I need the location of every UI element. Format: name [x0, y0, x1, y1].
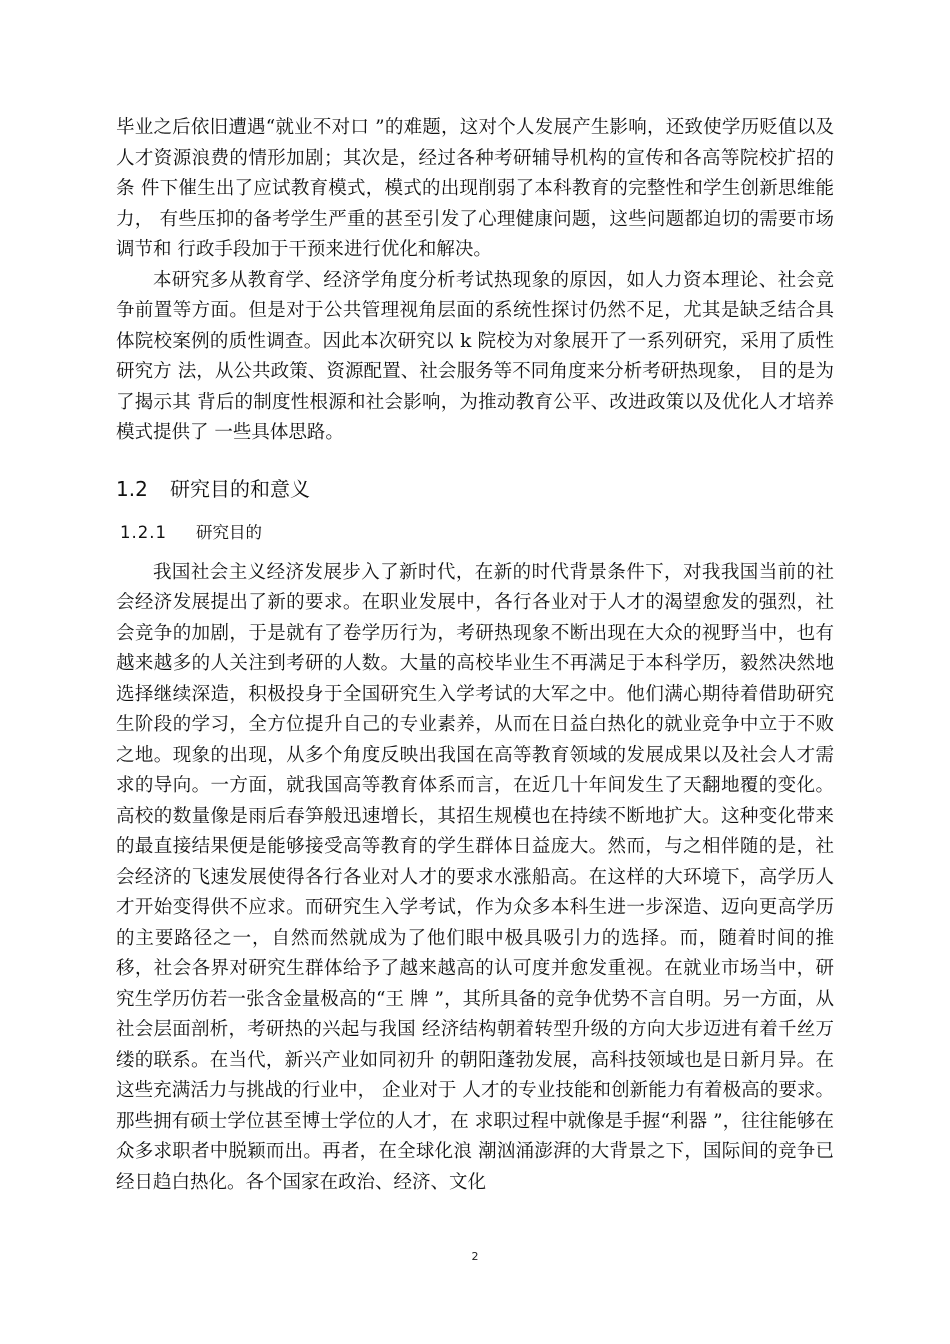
page-content: [116, 113, 834, 1198]
subsection-heading: [116, 522, 834, 544]
paragraph-intro-continued: 毕业之后依旧遭遇“就业不对口 ”的难题，这对个人发展产生影响，还致使学历贬值以及 人才资源浪费的情形加剧；其次是，经过各种考研辅导机构的宣传和各高等院校扩招的条 件下催生出了应试教育模式，模式的出现削弱了本科教育的完整性和学生创新思维能力， 有些压抑的备考学生严重的甚至引发了心理健康问题，这些问题都迫切的需要市场调节和 行政手段加于干预来进行优化和解决。: [116, 117, 834, 260]
subsection-number: 1.2.1: [120, 522, 167, 542]
page-number: 2: [471, 1250, 479, 1263]
paragraph-research-overview: 本研究多从教育学、经济学角度分析考试热现象的原因，如人力资本理论、社会竞争前置等方面。但是对于公共管理视角层面的系统性探讨仍然不足，尤其是缺乏结合具体院校案例的质性调查。因此本次研究以 k 院校为对象展开了一系列研究，采用了质性研究方 法，从公共政策、资源配置、社会服务等不同角度来分析考研热现象， 目的是为了揭示其 背后的制度性根源和社会影响，为推动教育公平、改进政策以及优化人才培养模式提供了 一些具体思路。: [116, 269, 834, 443]
paragraph-research-purpose: 我国社会主义经济发展步入了新时代，在新的时代背景条件下，对我我国当前的社会经济发展提出了新的要求。在职业发展中，各行各业对于人才的渴望愈发的强烈，社会竞争的加剧，于是就有了卷学历行为，考研热现象不断出现在大众的视野当中，也有越来越多的人关注到考研的人数。大量的高校毕业生不再满足于本科学历，毅然决然地选择继续深造，积极投身于全国研究生入学考试的大军之中。他们满心期待着借助研究生阶段的学习，全方位提升自己的专业素养，从而在日益白热化的就业竞争中立于不败之地。现象的出现，从多个角度反映出我国在高等教育领域的发展成果以及社会人才需求的导向。一方面，就我国高等教育体系而言，在近几十年间发生了天翻地覆的变化。高校的数量像是雨后春笋般迅速增长，其招生规模也在持续不断地扩大。这种变化带来的最直接结果便是能够接受高等教育的学生群体日益庞大。然而，与之相伴随的是，社会经济的飞速发展使得各行各业对人才的要求水涨船高。在这样的大环境下，高学历人才开始变得供不应求。而研究生入学考试，作为众多本科生进一步深造、迈向更高学历的主要路径之一，自然而然就成为了他们眼中极具吸引力的选择。而，随着时间的推移，社会各界对研究生群体给予了越来越高的认可度并愈发重视。在就业市场当中，研究生学历仿若一张含金量极高的“王 牌 ”，其所具备的竞争优势不言自明。另一方面，从社会层面剖析，考研热的兴起与我国 经济结构朝着转型升级的方向大步迈进有着千丝万缕的联系。在当代，新兴产业如同初升 的朝阳蓬勃发展，高科技领域也是日新月异。在这些充满活力与挑战的行业中， 企业对于 人才的专业技能和创新能力有着极高的要求。那些拥有硕士学位甚至博士学位的人才，在 求职过程中就像是手握“利器 ”，往往能够在众多求职者中脱颖而出。再者，在全球化浪 潮汹涌澎湃的大背景之下，国际间的竞争已经日趋白热化。各个国家在政治、经济、文化: [116, 561, 834, 1193]
subsection-title: 研究目的: [196, 522, 262, 542]
section-number: 1.2: [116, 476, 148, 501]
section-title: 研究目的和意义: [170, 476, 310, 501]
section-heading: [116, 476, 834, 506]
